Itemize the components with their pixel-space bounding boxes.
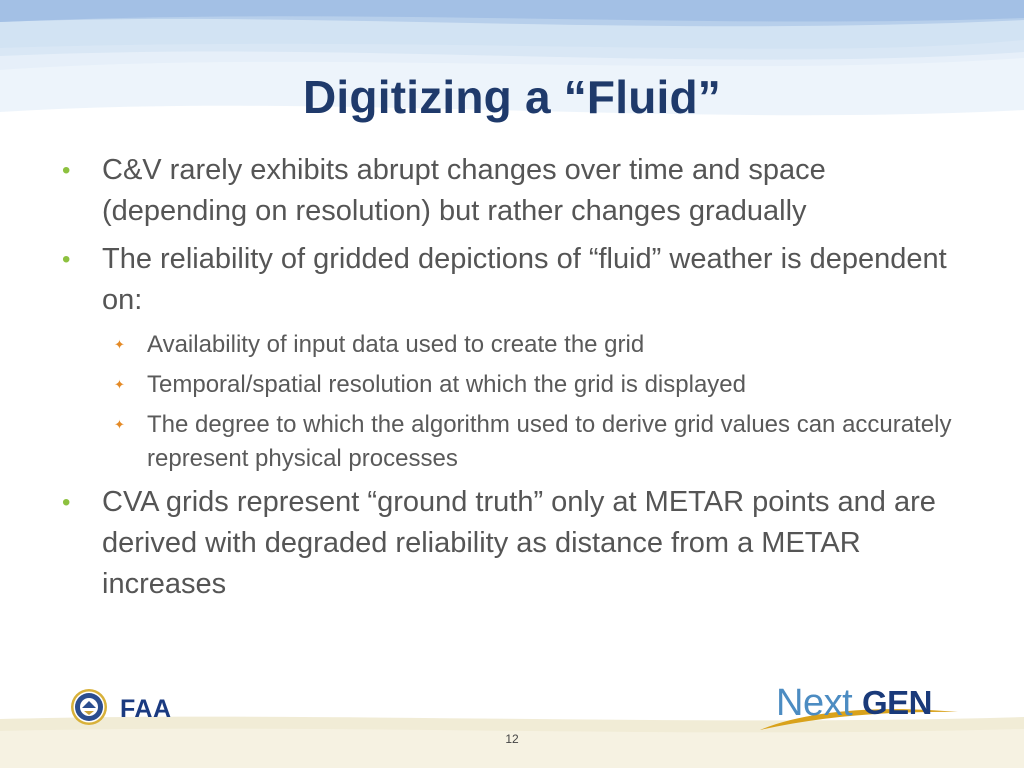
sparkle-bullet-icon: ✦ [114, 337, 125, 352]
bullet-dot-icon: • [62, 246, 71, 273]
nextgen-logo [752, 678, 962, 734]
bullet-dot-icon: • [62, 157, 71, 184]
sub-bullet-item [58, 368, 978, 402]
slide-title: Digitizing a “Fluid” [303, 71, 721, 123]
bullet-text: C&V rarely exhibits abrupt changes over time and space (depending on resolution) but rather changes gradually [102, 154, 826, 227]
sub-bullet-text: The degree to which the algorithm used to derive grid values can accurately represent physical processes [147, 411, 952, 472]
bullet-list [58, 150, 978, 612]
page-number: 12 [505, 732, 519, 746]
faa-seal-icon [70, 688, 108, 726]
bullet-item [58, 150, 978, 232]
bullet-text: The reliability of gridded depictions of “fluid” weather is dependent on: [102, 243, 947, 316]
sparkle-bullet-icon: ✦ [114, 417, 125, 432]
bullet-text: CVA grids represent “ground truth” only at METAR points and are derived with degraded reliability as distance from a METAR increases [102, 486, 936, 600]
sub-bullet-item [58, 328, 978, 362]
bullet-dot-icon: • [62, 489, 71, 516]
sub-bullet-text: Temporal/spatial resolution at which the grid is displayed [147, 371, 746, 398]
faa-wordmark: FAA [120, 695, 172, 723]
nextgen-wordmark-gen: GEN [862, 684, 933, 721]
nextgen-wordmark-next: Next [776, 682, 853, 724]
bullet-item [58, 239, 978, 321]
sub-bullet-text: Availability of input data used to create the grid [147, 331, 645, 358]
sub-bullet-item [58, 408, 978, 476]
bullet-item [58, 482, 978, 605]
faa-logo [70, 688, 190, 726]
sparkle-bullet-icon: ✦ [114, 377, 125, 392]
